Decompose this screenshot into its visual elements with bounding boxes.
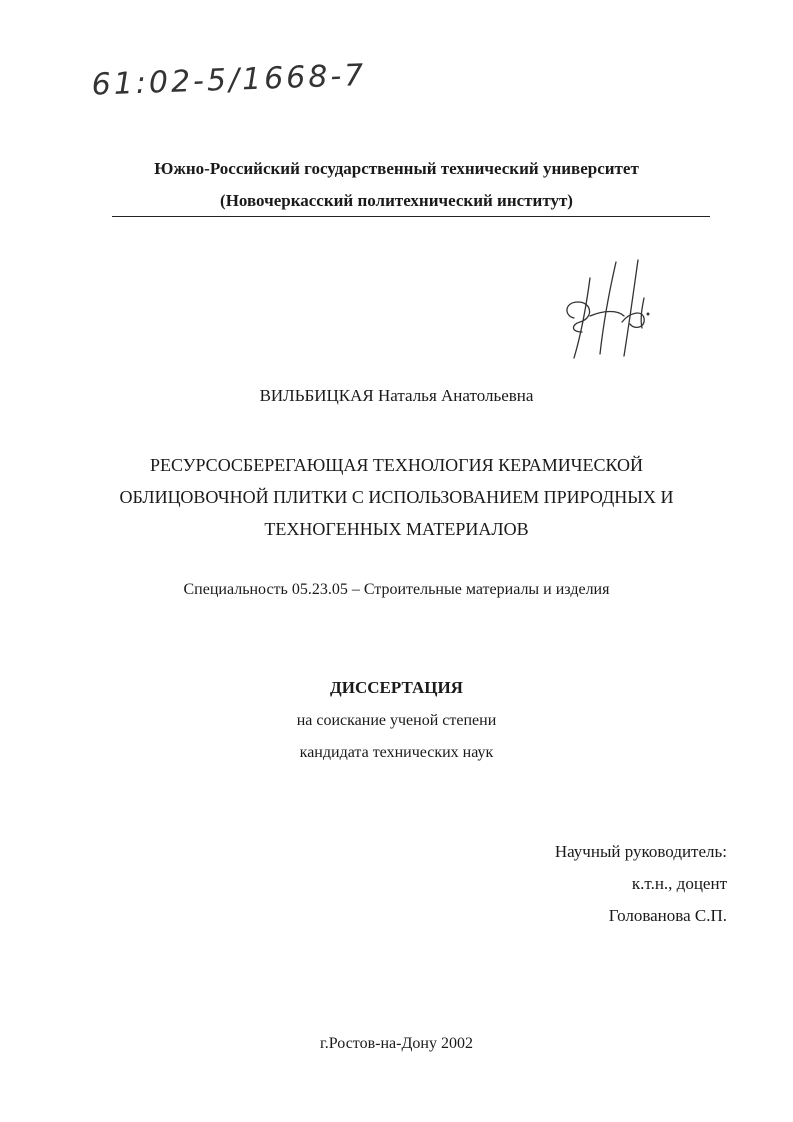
header-divider — [112, 216, 710, 217]
handwritten-catalog-number: 61:02-5/1668-7 — [91, 58, 367, 103]
title-line-1: РЕСУРСОСБЕРЕГАЮЩАЯ ТЕХНОЛОГИЯ КЕРАМИЧЕСКОЙ — [149, 455, 644, 475]
title-line-3: ТЕХНОГЕННЫХ МАТЕРИАЛОВ — [264, 519, 529, 539]
title-line-2: ОБЛИЦОВОЧНОЙ ПЛИТКИ С ИСПОЛЬЗОВАНИЕМ ПРИРОДНЫХ И — [119, 487, 674, 507]
specialty: Специальность 05.23.05 – Строительные материалы и изделия — [183, 581, 610, 598]
degree-line-1: на соискание ученой степени — [296, 712, 497, 729]
supervisor-name: Голованова С.П. — [608, 906, 727, 925]
degree-line-2: кандидата технических наук — [299, 744, 494, 761]
supervisor-degree: к.т.н., доцент — [631, 874, 727, 893]
author-name: ВИЛЬБИЦКАЯ Наталья Анатольевна — [259, 386, 534, 405]
signature — [560, 258, 670, 362]
university-name: Южно-Российский государственный технический университет — [154, 159, 639, 178]
city-year: г.Ростов-на-Дону 2002 — [320, 1035, 473, 1052]
institute-name: (Новочеркасский политехнический институт) — [220, 191, 573, 210]
dissertation-heading: ДИССЕРТАЦИЯ — [330, 678, 463, 697]
supervisor-label: Научный руководитель: — [554, 842, 727, 861]
